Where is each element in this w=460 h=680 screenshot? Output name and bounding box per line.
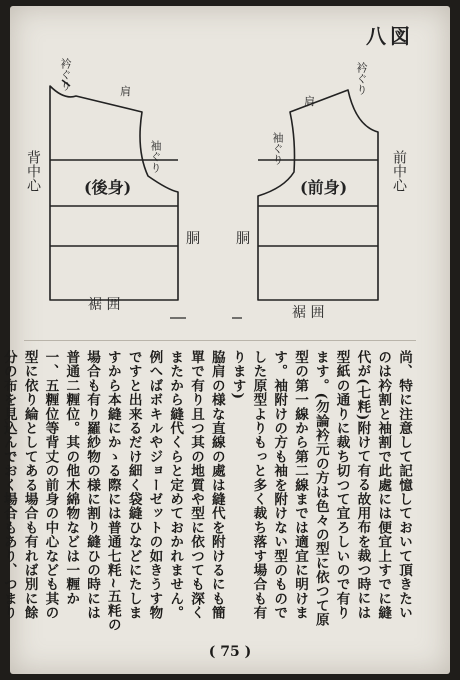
front-shoulder-label: 肩 — [304, 95, 315, 108]
front-armhole-label: 袖ぐり — [271, 132, 284, 165]
back-shoulder-label: 肩 — [120, 85, 131, 98]
front-body-label: (前身) — [300, 178, 348, 197]
back-neckline-label: 衿ぐり — [59, 58, 72, 91]
paragraph-1: 尚、特に注意して記憶しておいて頂きたいのは衿割と袖割で此處には便宜上すでに縫代が(七粍)附けて有る故用布を裁つ時には型紙の通りに裁ち切つて宜ろしいので有ります。(勿論衿元の方は色々の型に依つて原型の第一線から第二線までは適宜に明けます。袖附けの方も袖を附けない型のものでした原型よりもっと多く裁ち落す場合も有ります) — [229, 350, 412, 627]
back-waist-label: 胴 — [186, 231, 200, 247]
section-divider — [24, 340, 416, 341]
paragraph-2: 脇肩の様な直線の處は縫代を附けるにも簡單で有り且つ其の地質や型に依つても深くまたから縫代くらと定めておかれません。例へばボキルやジョーゼットの如きうす物ですと出来るだけ細く袋縫ひなどにたしますから本縫にかゝる際には普通七粍~五粍の場合も有り羅紗物の様に割り縫ひの時には普通二糎位。其の他木綿物などは一糎か一、五糎位等背丈の前身の中心なども其の型に依り綸としてある場合も有れば別に餘分の布を見込んでおく場合もあり、つまり — [0, 350, 225, 632]
front-neckline-label: 衿ぐり — [355, 62, 368, 95]
front-waist-label: 胴 — [236, 231, 250, 247]
back-armhole-label: 袖ぐり — [149, 140, 162, 173]
back-body-label: (後身) — [84, 178, 132, 197]
body-text — [0, 350, 414, 632]
front-hem-label: 裾 囲 — [292, 305, 325, 321]
front-center-label: 前中心 — [391, 150, 407, 192]
figure-title: 八図 — [366, 24, 414, 48]
back-center-label: 背中心 — [25, 150, 41, 192]
page-number: ( 75 ) — [208, 644, 252, 660]
back-hem-label: 裾 囲 — [88, 297, 121, 313]
